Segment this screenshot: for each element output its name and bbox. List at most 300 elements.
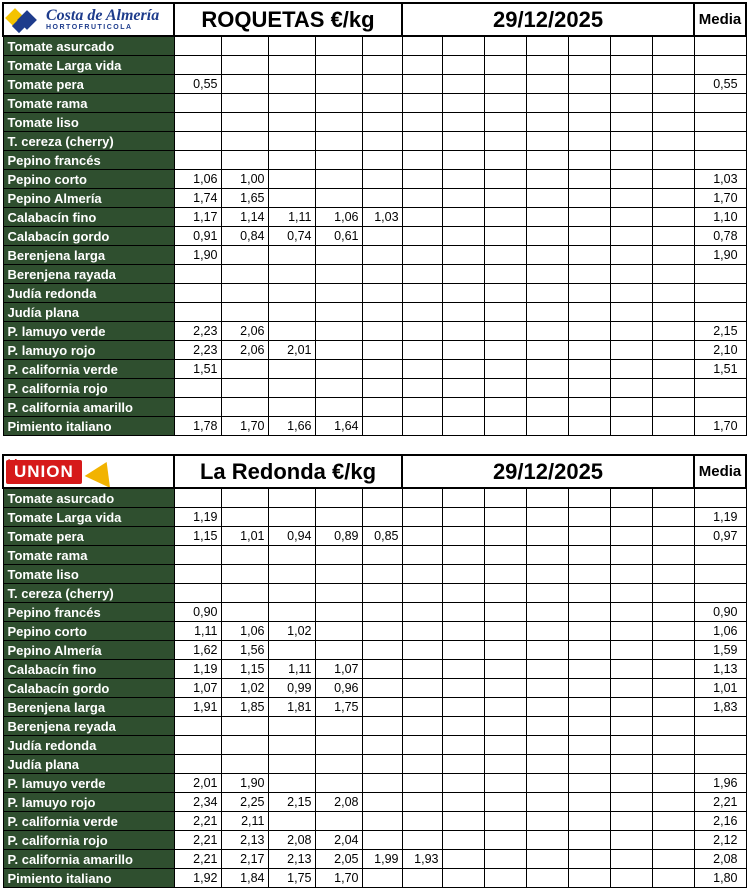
price-cell (221, 379, 268, 398)
price-cell: 2,34 (174, 793, 221, 812)
price-cell (652, 94, 694, 113)
price-cell (610, 227, 652, 246)
price-cell (568, 527, 610, 546)
average-cell (694, 151, 746, 170)
price-cell (568, 132, 610, 151)
price-cell (442, 793, 484, 812)
price-cell (442, 812, 484, 831)
price-cell (221, 755, 268, 774)
price-cell (362, 170, 402, 189)
price-cell (315, 488, 362, 508)
price-cell (174, 584, 221, 603)
price-cell (526, 774, 568, 793)
product-label: Calabacín fino (3, 208, 174, 227)
price-cell: 2,21 (174, 831, 221, 850)
price-cell (526, 736, 568, 755)
price-cell: 1,75 (315, 698, 362, 717)
product-label: P. california amarillo (3, 850, 174, 869)
price-cell (315, 565, 362, 584)
price-cell (610, 417, 652, 436)
price-cell (362, 227, 402, 246)
table-row (3, 812, 746, 831)
price-cell: 1,81 (268, 698, 315, 717)
table-row (3, 831, 746, 850)
price-cell (362, 546, 402, 565)
price-cell: 2,23 (174, 341, 221, 360)
price-cell (484, 698, 526, 717)
price-cell (652, 698, 694, 717)
price-cell (484, 793, 526, 812)
price-cell (610, 831, 652, 850)
price-cell (484, 341, 526, 360)
price-cell (315, 189, 362, 208)
price-cell: 1,02 (268, 622, 315, 641)
price-cell (568, 170, 610, 189)
price-cell: 1,06 (174, 170, 221, 189)
price-cell (268, 360, 315, 379)
price-cell (442, 341, 484, 360)
price-cell (610, 812, 652, 831)
average-cell (694, 546, 746, 565)
price-cell (315, 379, 362, 398)
price-cell (221, 246, 268, 265)
price-cell (568, 679, 610, 698)
price-cell (610, 398, 652, 417)
price-cell (484, 565, 526, 584)
price-cell (315, 622, 362, 641)
price-cell (526, 398, 568, 417)
price-cell (652, 417, 694, 436)
table-row (3, 488, 746, 508)
price-cell (402, 56, 442, 75)
price-cell (402, 660, 442, 679)
price-cell (484, 36, 526, 56)
price-cell (315, 284, 362, 303)
price-cell (268, 736, 315, 755)
price-cell: 1,92 (174, 869, 221, 888)
price-cell (610, 755, 652, 774)
price-cell: 0,90 (174, 603, 221, 622)
price-cell (526, 793, 568, 812)
price-cell (610, 189, 652, 208)
price-cell (568, 360, 610, 379)
price-cell (402, 736, 442, 755)
roquetas-title: ROQUETAS €/kg (174, 3, 402, 36)
price-cell (526, 641, 568, 660)
price-cell (568, 603, 610, 622)
price-cell: 2,11 (221, 812, 268, 831)
product-label: Pepino Almería (3, 189, 174, 208)
price-cell (362, 774, 402, 793)
average-cell (694, 755, 746, 774)
price-cell (442, 584, 484, 603)
price-cell: 0,55 (174, 75, 221, 94)
price-cell (610, 660, 652, 679)
product-label: Judía plana (3, 755, 174, 774)
average-cell: 1,83 (694, 698, 746, 717)
price-cell (268, 774, 315, 793)
price-cell (402, 717, 442, 736)
price-cell (221, 56, 268, 75)
price-cell (652, 831, 694, 850)
price-cell (315, 546, 362, 565)
price-cell (268, 584, 315, 603)
price-cell: 2,06 (221, 322, 268, 341)
price-cell (526, 303, 568, 322)
price-cell: 1,02 (221, 679, 268, 698)
price-cell (526, 831, 568, 850)
price-cell (484, 151, 526, 170)
price-cell (610, 170, 652, 189)
price-cell (402, 284, 442, 303)
price-cell (402, 189, 442, 208)
price-cell (221, 508, 268, 527)
price-cell (221, 360, 268, 379)
price-cell (610, 793, 652, 812)
price-cell (442, 303, 484, 322)
price-cell (221, 303, 268, 322)
table-row (3, 398, 746, 417)
price-cell (568, 812, 610, 831)
price-cell (610, 622, 652, 641)
price-cell (568, 417, 610, 436)
table-row (3, 208, 746, 227)
price-cell (610, 584, 652, 603)
price-cell (652, 488, 694, 508)
average-cell (694, 565, 746, 584)
price-cell (268, 94, 315, 113)
price-cell (484, 189, 526, 208)
price-cell (402, 265, 442, 284)
price-cell (174, 398, 221, 417)
price-cell (221, 584, 268, 603)
price-cell: 1,06 (315, 208, 362, 227)
price-cell (568, 584, 610, 603)
price-cell (402, 151, 442, 170)
price-cell (362, 793, 402, 812)
price-cell (568, 151, 610, 170)
price-cell: 1,51 (174, 360, 221, 379)
price-cell (442, 56, 484, 75)
table-row (3, 603, 746, 622)
product-label: Tomate asurcado (3, 488, 174, 508)
price-cell (442, 831, 484, 850)
price-cell: 1,75 (268, 869, 315, 888)
table-row (3, 265, 746, 284)
price-cell (442, 398, 484, 417)
price-cell: 2,04 (315, 831, 362, 850)
price-cell (402, 869, 442, 888)
laredonda-panel (2, 454, 747, 888)
price-cell (268, 546, 315, 565)
price-cell (362, 246, 402, 265)
price-cell (568, 622, 610, 641)
price-cell (568, 698, 610, 717)
price-cell (526, 488, 568, 508)
price-cell (315, 75, 362, 94)
product-label: Tomate pera (3, 527, 174, 546)
price-cell (568, 774, 610, 793)
price-cell (652, 379, 694, 398)
price-cell (568, 208, 610, 227)
price-cell (442, 698, 484, 717)
price-cell (526, 546, 568, 565)
price-cell (526, 508, 568, 527)
price-cell (315, 94, 362, 113)
price-cell (402, 75, 442, 94)
price-cell (402, 94, 442, 113)
price-cell (484, 812, 526, 831)
price-cell (484, 488, 526, 508)
price-cell (268, 379, 315, 398)
price-cell (652, 170, 694, 189)
average-cell (694, 584, 746, 603)
average-cell: 1,19 (694, 508, 746, 527)
price-cell: 0,96 (315, 679, 362, 698)
price-cell (652, 265, 694, 284)
price-cell (526, 527, 568, 546)
price-cell (484, 170, 526, 189)
price-cell (442, 869, 484, 888)
price-cell (652, 75, 694, 94)
price-cell (484, 679, 526, 698)
price-cell (610, 56, 652, 75)
price-cell (362, 284, 402, 303)
table-row (3, 755, 746, 774)
price-cell (568, 755, 610, 774)
table-row (3, 736, 746, 755)
price-cell (526, 379, 568, 398)
table-row (3, 717, 746, 736)
price-cell: 2,05 (315, 850, 362, 869)
price-cell (402, 417, 442, 436)
table-row (3, 360, 746, 379)
price-cell (526, 584, 568, 603)
price-cell (268, 812, 315, 831)
price-cell (174, 565, 221, 584)
price-cell: 0,91 (174, 227, 221, 246)
price-cell (484, 398, 526, 417)
price-cell (362, 341, 402, 360)
price-cell (652, 565, 694, 584)
price-cell (652, 132, 694, 151)
price-cell: 1,11 (268, 208, 315, 227)
price-cell (442, 36, 484, 56)
table-row (3, 546, 746, 565)
average-cell: 1,01 (694, 679, 746, 698)
price-cell: 1,56 (221, 641, 268, 660)
price-cell (484, 94, 526, 113)
price-cell: 2,25 (221, 793, 268, 812)
price-cell (484, 208, 526, 227)
table-row (3, 660, 746, 679)
price-cell (526, 622, 568, 641)
price-cell: 1,91 (174, 698, 221, 717)
table-row (3, 850, 746, 869)
price-cell (362, 417, 402, 436)
price-cell (268, 132, 315, 151)
product-label: Calabacín fino (3, 660, 174, 679)
price-cell (362, 812, 402, 831)
price-cell (652, 755, 694, 774)
price-cell (402, 132, 442, 151)
price-cell (315, 341, 362, 360)
table-row (3, 322, 746, 341)
average-cell: 1,59 (694, 641, 746, 660)
price-cell: 1,11 (268, 660, 315, 679)
price-cell (221, 113, 268, 132)
price-cell (652, 679, 694, 698)
price-cell (402, 584, 442, 603)
price-cell (174, 151, 221, 170)
price-cell: 1,19 (174, 508, 221, 527)
average-cell (694, 94, 746, 113)
price-cell (484, 546, 526, 565)
price-cell (652, 546, 694, 565)
price-cell: 0,85 (362, 527, 402, 546)
price-cell (484, 717, 526, 736)
price-cell (442, 774, 484, 793)
average-cell: 1,70 (694, 189, 746, 208)
price-cell (268, 755, 315, 774)
price-cell (268, 246, 315, 265)
price-cell (402, 360, 442, 379)
price-cell (402, 322, 442, 341)
price-cell (268, 303, 315, 322)
price-cell (526, 341, 568, 360)
price-cell (268, 488, 315, 508)
price-cell (526, 698, 568, 717)
product-label: Pepino francés (3, 151, 174, 170)
price-cell (221, 717, 268, 736)
price-cell (568, 488, 610, 508)
product-label: Judía plana (3, 303, 174, 322)
price-cell (442, 527, 484, 546)
price-cell (442, 94, 484, 113)
price-cell (652, 284, 694, 303)
price-cell (484, 303, 526, 322)
price-cell (174, 284, 221, 303)
price-cell (221, 36, 268, 56)
price-cell (568, 75, 610, 94)
price-cell (526, 322, 568, 341)
price-cell (652, 113, 694, 132)
average-cell: 2,10 (694, 341, 746, 360)
price-cell (362, 151, 402, 170)
price-cell (526, 679, 568, 698)
price-cell (442, 75, 484, 94)
price-cell (484, 736, 526, 755)
price-cell (484, 227, 526, 246)
average-cell: 0,78 (694, 227, 746, 246)
price-cell (652, 360, 694, 379)
price-cell (442, 736, 484, 755)
price-cell (442, 170, 484, 189)
product-label: Berenjena larga (3, 246, 174, 265)
price-cell (315, 641, 362, 660)
price-cell (362, 717, 402, 736)
price-cell (174, 132, 221, 151)
price-cell: 1,90 (221, 774, 268, 793)
average-cell (694, 132, 746, 151)
price-cell: 0,89 (315, 527, 362, 546)
brand-prefix: LA (8, 458, 19, 467)
price-cell (484, 284, 526, 303)
price-cell (362, 508, 402, 527)
price-cell (442, 622, 484, 641)
price-cell (315, 584, 362, 603)
price-cell (315, 170, 362, 189)
brand-name: Costa de Almería (46, 7, 160, 24)
price-cell (402, 246, 442, 265)
average-cell: 0,55 (694, 75, 746, 94)
product-label: Pepino Almería (3, 641, 174, 660)
table-row (3, 227, 746, 246)
price-cell (568, 508, 610, 527)
average-cell (694, 488, 746, 508)
laredonda-header-row (3, 455, 746, 488)
table-row (3, 189, 746, 208)
table-row (3, 94, 746, 113)
price-cell (442, 113, 484, 132)
table-row (3, 246, 746, 265)
price-cell (484, 265, 526, 284)
price-cell (652, 584, 694, 603)
brand-name: UNION (6, 460, 82, 484)
price-cell (568, 227, 610, 246)
price-cell (174, 488, 221, 508)
price-cell (402, 36, 442, 56)
product-label: Pepino corto (3, 170, 174, 189)
price-cell (402, 170, 442, 189)
price-cell (610, 94, 652, 113)
price-cell (568, 303, 610, 322)
price-cell (652, 189, 694, 208)
price-cell (362, 698, 402, 717)
price-cell (568, 398, 610, 417)
price-cell: 1,66 (268, 417, 315, 436)
price-cell (362, 265, 402, 284)
price-cell: 2,21 (174, 850, 221, 869)
brand-subtitle: HORTOFRUTICOLA (46, 24, 133, 31)
price-cell (221, 265, 268, 284)
price-cell (610, 265, 652, 284)
price-cell (652, 151, 694, 170)
price-cell (315, 36, 362, 56)
price-cell: 2,01 (268, 341, 315, 360)
price-cell (526, 246, 568, 265)
price-cell (526, 56, 568, 75)
price-cell (484, 417, 526, 436)
price-cell: 0,99 (268, 679, 315, 698)
price-cell (652, 717, 694, 736)
price-cell (174, 303, 221, 322)
price-cell (442, 265, 484, 284)
price-cell (315, 812, 362, 831)
price-cell (484, 113, 526, 132)
price-cell (484, 831, 526, 850)
price-cell (402, 508, 442, 527)
price-cell (362, 56, 402, 75)
laredonda-title: La Redonda €/kg (174, 455, 402, 488)
average-cell (694, 379, 746, 398)
product-label: T. cereza (cherry) (3, 132, 174, 151)
average-cell: 1,13 (694, 660, 746, 679)
price-cell (442, 679, 484, 698)
price-cell (402, 341, 442, 360)
product-label: Tomate rama (3, 94, 174, 113)
price-cell (568, 660, 610, 679)
